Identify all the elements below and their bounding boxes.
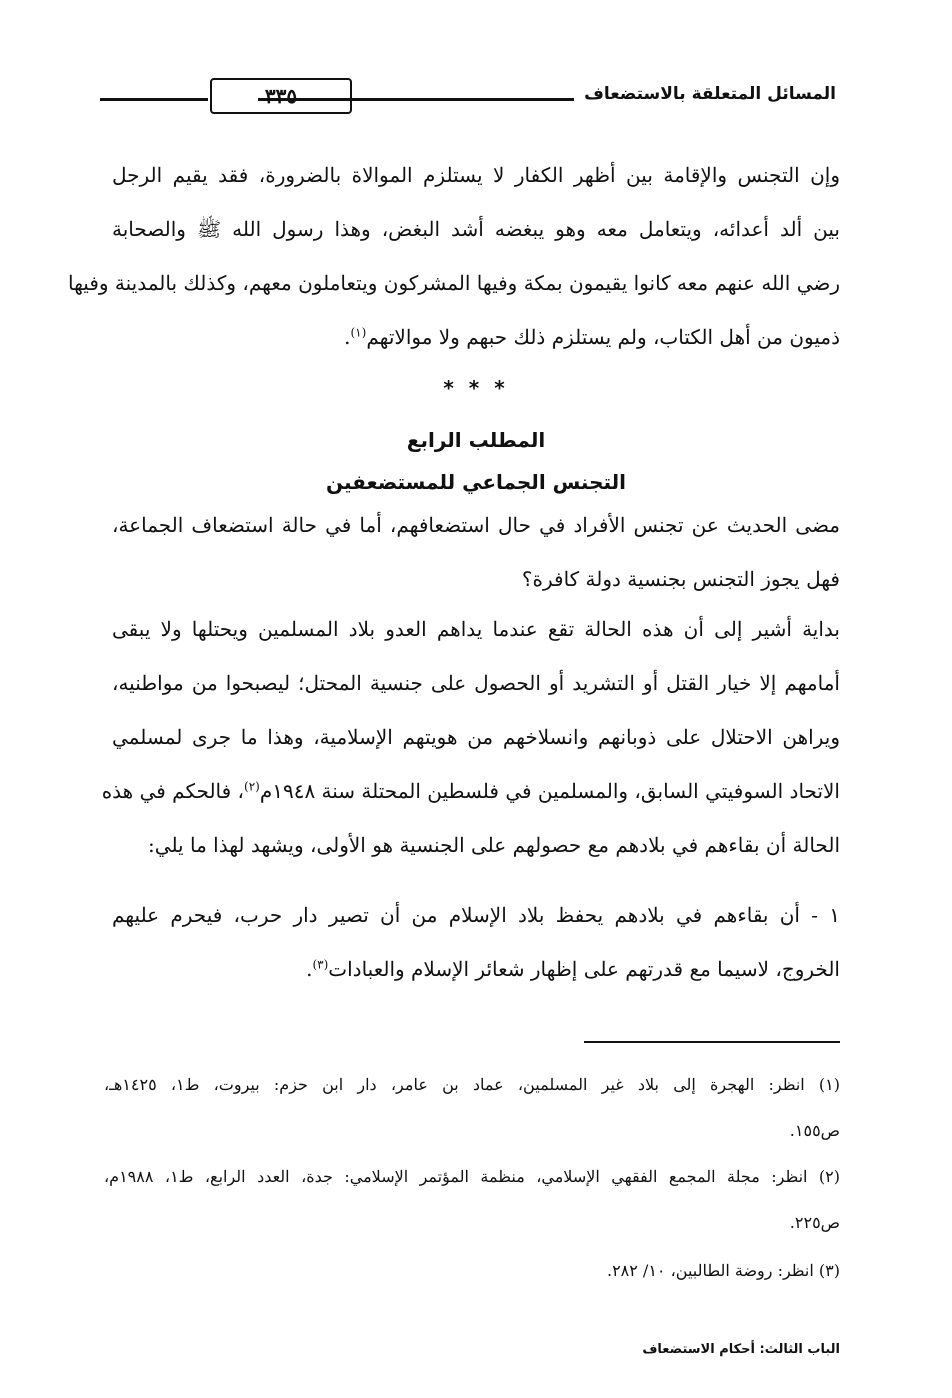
footnote-line: ص١٥٥. <box>789 1121 840 1140</box>
header-rule-left <box>100 98 208 101</box>
footnote-2 <box>104 1154 840 1246</box>
text-segment: ذميون من أهل الكتاب، ولم يستلزم ذلك حبهم ولا موالاتهم <box>366 325 840 349</box>
footnote-line: ص٢٢٥. <box>789 1213 840 1232</box>
running-title: المسائل المتعلقة بالاستضعاف <box>584 84 836 104</box>
text-line <box>101 764 840 818</box>
page-footer: الباب الثالث: أحكام الاستضعاف <box>642 1342 840 1357</box>
paragraph-1 <box>67 148 840 364</box>
page-number-box <box>210 78 352 114</box>
footnote-line: (١) انظر: الهجرة إلى بلاد غير المسلمين، عماد بن عامر، دار ابن حزم: بيروت، ط١، ١٤٢٥هـ، <box>104 1075 841 1094</box>
section-heading: المطلب الرابع <box>406 428 546 452</box>
text-line: مضى الحديث عن تجنس الأفراد في حال استضعافهم، أما في حالة استضعاف الجماعة، <box>112 513 840 537</box>
section-subheading: التجنس الجماعي للمستضعفين <box>325 470 627 494</box>
footnote-ref: (٣) <box>312 957 329 972</box>
text-segment: الاتحاد السوفيتي السابق، والمسلمين في فلسطين المحتلة سنة ١٩٤٨م <box>259 779 840 803</box>
text-line: رضي الله عنهم معه كانوا يقيمون بمكة وفيها المشركون ويتعاملون معهم، وكذلك بالمدينة وفيها <box>67 271 840 295</box>
footnote-divider <box>584 1041 840 1043</box>
footnote-line: (٢) انظر: مجلة المجمع الفقهي الإسلامي، منظمة المؤتمر الإسلامي: جدة، العدد الرابع، ط١، ١٩٨٨م، <box>104 1167 840 1186</box>
text-line <box>112 310 840 364</box>
text-line: فهل يجوز التجنس بجنسية دولة كافرة؟ <box>521 567 840 591</box>
text-line <box>112 942 840 996</box>
section-separator: * * * <box>443 376 509 400</box>
text-segment: . <box>306 957 313 981</box>
text-line: وإن التجنس والإقامة بين أظهر الكفار لا يستلزم الموالاة بالضرورة، فقد يقيم الرجل <box>112 163 840 187</box>
paragraph-2 <box>112 498 840 606</box>
page-number: ٣٣٥ <box>264 84 298 108</box>
text-segment: . <box>344 325 351 349</box>
text-segment: الخروج، لاسيما مع قدرتهم على إظهار شعائر الإسلام والعبادات <box>328 957 840 981</box>
paragraph-4 <box>112 888 840 996</box>
text-line: ١ - أن بقاءهم في بلادهم يحفظ بلاد الإسلام من أن تصير دار حرب، فيحرم عليهم <box>112 903 840 927</box>
text-line: الحالة أن بقاءهم في بلادهم مع حصولهم على الجنسية هو الأولى، ويشهد لهذا ما يلي: <box>148 833 840 857</box>
text-segment: ، فالحكم في هذه <box>101 779 244 803</box>
footnote-line: (٣) انظر: روضة الطالبين، ١٠/ ٢٨٢. <box>606 1261 840 1280</box>
footnote-1 <box>104 1062 840 1154</box>
text-line: بين ألد أعدائه، ويتعامل معه وهو يبغضه أشد البغض، وهذا رسول الله ﷺ والصحابة <box>112 217 840 241</box>
footnote-ref: (١) <box>350 325 367 340</box>
footnote-ref: (٢) <box>244 779 260 794</box>
text-line: بداية أشير إلى أن هذه الحالة تقع عندما يداهم العدو بلاد المسلمين ويحتلها ولا يبقى <box>112 617 840 641</box>
text-line: ويراهن الاحتلال على ذوبانهم وانسلاخهم من هويتهم الإسلامية، وهذا ما جرى لمسلمي <box>112 725 840 749</box>
footnote-3 <box>104 1248 840 1294</box>
page-header <box>96 78 836 122</box>
text-line: أمامهم إلا خيار القتل أو التشريد أو الحصول على جنسية المحتل؛ ليصبحوا من مواطنيه، <box>112 671 840 695</box>
paragraph-3 <box>101 602 840 872</box>
